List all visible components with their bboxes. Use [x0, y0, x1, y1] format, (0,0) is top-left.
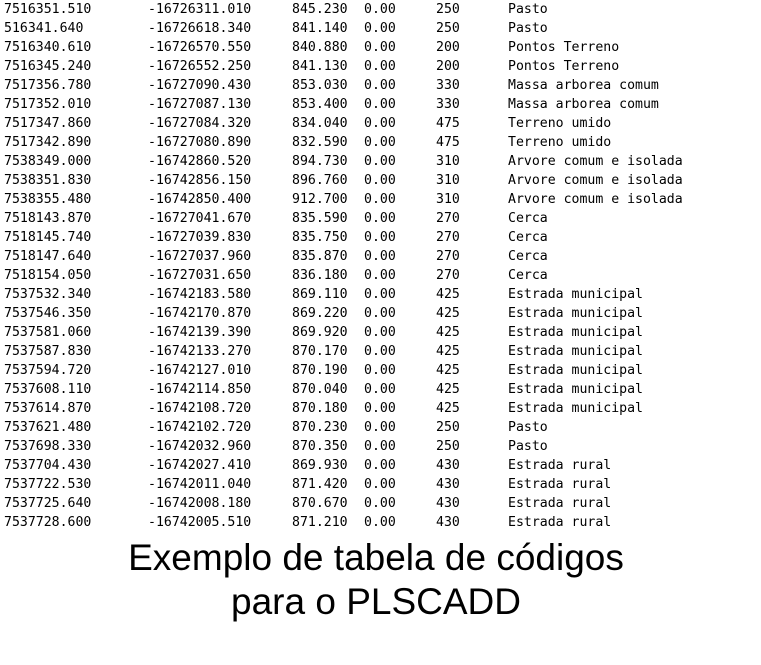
- description-cell: Arvore comum e isolada: [508, 173, 683, 188]
- offset-cell: 0.00: [364, 154, 396, 169]
- northing-cell: -16727037.960: [148, 249, 252, 264]
- code-cell: 475: [436, 135, 460, 150]
- easting-cell: 7537581.060: [4, 325, 92, 340]
- elevation-cell: 870.180: [292, 401, 348, 416]
- offset-cell: 0.00: [364, 477, 396, 492]
- offset-cell: 0.00: [364, 325, 396, 340]
- table-row: [0, 437, 548, 456]
- easting-cell: 7518143.870: [4, 211, 92, 226]
- elevation-cell: 869.920: [292, 325, 348, 340]
- elevation-cell: 896.760: [292, 173, 348, 188]
- offset-cell: 0.00: [364, 458, 396, 473]
- elevation-cell: 841.130: [292, 59, 348, 74]
- northing-cell: -16742860.520: [148, 154, 252, 169]
- description-cell: Cerca: [508, 249, 548, 264]
- northing-cell: -16727041.670: [148, 211, 252, 226]
- table-row: [0, 247, 548, 266]
- elevation-cell: 870.230: [292, 420, 348, 435]
- code-cell: 270: [436, 230, 460, 245]
- code-cell: 270: [436, 249, 460, 264]
- code-cell: 430: [436, 477, 460, 492]
- code-cell: 200: [436, 59, 460, 74]
- description-cell: Pontos Terreno: [508, 40, 620, 55]
- easting-cell: 7537704.430: [4, 458, 92, 473]
- description-cell: Estrada municipal: [508, 363, 643, 378]
- northing-cell: -16727087.130: [148, 97, 252, 112]
- description-cell: Cerca: [508, 211, 548, 226]
- description-cell: Estrada municipal: [508, 325, 643, 340]
- table-row: [0, 266, 548, 285]
- northing-cell: -16742102.720: [148, 420, 252, 435]
- table-row: [0, 418, 548, 437]
- code-cell: 200: [436, 40, 460, 55]
- offset-cell: 0.00: [364, 97, 396, 112]
- description-cell: Terreno umido: [508, 135, 612, 150]
- offset-cell: 0.00: [364, 249, 396, 264]
- offset-cell: 0.00: [364, 515, 396, 530]
- code-cell: 330: [436, 97, 460, 112]
- northing-cell: -16742183.580: [148, 287, 252, 302]
- description-cell: Pontos Terreno: [508, 59, 620, 74]
- description-cell: Massa arborea comum: [508, 97, 659, 112]
- easting-cell: 7517342.890: [4, 135, 92, 150]
- northing-cell: -16742856.150: [148, 173, 252, 188]
- offset-cell: 0.00: [364, 268, 396, 283]
- elevation-cell: 840.880: [292, 40, 348, 55]
- offset-cell: 0.00: [364, 420, 396, 435]
- table-row: [0, 38, 620, 57]
- northing-cell: -16727090.430: [148, 78, 252, 93]
- description-cell: Estrada rural: [508, 496, 612, 511]
- table-row: [0, 133, 612, 152]
- elevation-cell: 870.190: [292, 363, 348, 378]
- easting-cell: 7537621.480: [4, 420, 92, 435]
- easting-cell: 7537728.600: [4, 515, 92, 530]
- easting-cell: 7516340.610: [4, 40, 92, 55]
- code-cell: 425: [436, 382, 460, 397]
- offset-cell: 0.00: [364, 401, 396, 416]
- elevation-cell: 894.730: [292, 154, 348, 169]
- northing-cell: -16726311.010: [148, 2, 252, 17]
- northing-cell: -16742005.510: [148, 515, 252, 530]
- description-cell: Estrada municipal: [508, 306, 643, 321]
- description-cell: Pasto: [508, 420, 548, 435]
- code-cell: 330: [436, 78, 460, 93]
- code-cell: 425: [436, 306, 460, 321]
- offset-cell: 0.00: [364, 230, 396, 245]
- offset-cell: 0.00: [364, 40, 396, 55]
- offset-cell: 0.00: [364, 439, 396, 454]
- code-cell: 250: [436, 420, 460, 435]
- description-cell: Estrada rural: [508, 458, 612, 473]
- northing-cell: -16727031.650: [148, 268, 252, 283]
- easting-cell: 7538355.480: [4, 192, 92, 207]
- elevation-cell: 853.030: [292, 78, 348, 93]
- northing-cell: -16727039.830: [148, 230, 252, 245]
- easting-cell: 7537608.110: [4, 382, 92, 397]
- elevation-cell: 845.230: [292, 2, 348, 17]
- easting-cell: 7537614.870: [4, 401, 92, 416]
- easting-cell: 7537587.830: [4, 344, 92, 359]
- table-row: [0, 475, 612, 494]
- offset-cell: 0.00: [364, 173, 396, 188]
- offset-cell: 0.00: [364, 382, 396, 397]
- table-row: [0, 494, 612, 513]
- offset-cell: 0.00: [364, 496, 396, 511]
- code-cell: 270: [436, 268, 460, 283]
- elevation-cell: 832.590: [292, 135, 348, 150]
- northing-cell: -16742850.400: [148, 192, 252, 207]
- table-row: [0, 456, 612, 475]
- easting-cell: 7537698.330: [4, 439, 92, 454]
- northing-cell: -16742011.040: [148, 477, 252, 492]
- northing-cell: -16742170.870: [148, 306, 252, 321]
- northing-cell: -16742139.390: [148, 325, 252, 340]
- caption-line-1: Exemplo de tabela de códigos: [128, 537, 624, 578]
- table-row: [0, 513, 612, 532]
- elevation-cell: 871.420: [292, 477, 348, 492]
- caption-line-2: para o PLSCADD: [231, 581, 521, 622]
- description-cell: Cerca: [508, 230, 548, 245]
- northing-cell: -16742114.850: [148, 382, 252, 397]
- elevation-cell: 841.140: [292, 21, 348, 36]
- elevation-cell: 870.350: [292, 439, 348, 454]
- easting-cell: 7537722.530: [4, 477, 92, 492]
- elevation-cell: 870.040: [292, 382, 348, 397]
- offset-cell: 0.00: [364, 306, 396, 321]
- description-cell: Terreno umido: [508, 116, 612, 131]
- description-cell: Estrada municipal: [508, 401, 643, 416]
- offset-cell: 0.00: [364, 363, 396, 378]
- northing-cell: -16727084.320: [148, 116, 252, 131]
- table-row: [0, 152, 683, 171]
- code-cell: 425: [436, 287, 460, 302]
- elevation-cell: 912.700: [292, 192, 348, 207]
- table-row: [0, 228, 548, 247]
- table-row: [0, 380, 643, 399]
- easting-cell: 7537546.350: [4, 306, 92, 321]
- code-cell: 310: [436, 154, 460, 169]
- easting-cell: 7538351.830: [4, 173, 92, 188]
- offset-cell: 0.00: [364, 192, 396, 207]
- elevation-cell: 869.110: [292, 287, 348, 302]
- table-row: [0, 304, 643, 323]
- description-cell: Estrada rural: [508, 515, 612, 530]
- easting-cell: 7517356.780: [4, 78, 92, 93]
- offset-cell: 0.00: [364, 287, 396, 302]
- elevation-cell: 869.930: [292, 458, 348, 473]
- easting-cell: 7537725.640: [4, 496, 92, 511]
- elevation-cell: 834.040: [292, 116, 348, 131]
- table-row: [0, 171, 683, 190]
- easting-cell: 7517352.010: [4, 97, 92, 112]
- code-cell: 250: [436, 21, 460, 36]
- table-row: [0, 76, 659, 95]
- description-cell: Massa arborea comum: [508, 78, 659, 93]
- table-row: [0, 209, 548, 228]
- elevation-cell: 835.590: [292, 211, 348, 226]
- elevation-cell: 835.870: [292, 249, 348, 264]
- easting-cell: 7518145.740: [4, 230, 92, 245]
- elevation-cell: 870.670: [292, 496, 348, 511]
- description-cell: Estrada rural: [508, 477, 612, 492]
- table-row: [0, 0, 548, 19]
- table-row: [0, 361, 643, 380]
- table-row: [0, 285, 643, 304]
- table-row: [0, 57, 620, 76]
- table-row: [0, 95, 659, 114]
- description-cell: Pasto: [508, 2, 548, 17]
- description-cell: Pasto: [508, 21, 548, 36]
- offset-cell: 0.00: [364, 2, 396, 17]
- elevation-cell: 869.220: [292, 306, 348, 321]
- code-cell: 310: [436, 173, 460, 188]
- description-cell: Cerca: [508, 268, 548, 283]
- code-cell: 430: [436, 496, 460, 511]
- northing-cell: -16742127.010: [148, 363, 252, 378]
- northing-cell: -16742032.960: [148, 439, 252, 454]
- offset-cell: 0.00: [364, 21, 396, 36]
- elevation-cell: 871.210: [292, 515, 348, 530]
- northing-cell: -16727080.890: [148, 135, 252, 150]
- easting-cell: 7518154.050: [4, 268, 92, 283]
- offset-cell: 0.00: [364, 135, 396, 150]
- table-row: [0, 19, 548, 38]
- code-cell: 425: [436, 325, 460, 340]
- easting-cell: 7516345.240: [4, 59, 92, 74]
- description-cell: Estrada municipal: [508, 344, 643, 359]
- code-cell: 270: [436, 211, 460, 226]
- code-cell: 475: [436, 116, 460, 131]
- easting-cell: 516341.640: [4, 21, 84, 36]
- elevation-cell: 870.170: [292, 344, 348, 359]
- offset-cell: 0.00: [364, 344, 396, 359]
- code-cell: 425: [436, 363, 460, 378]
- description-cell: Estrada municipal: [508, 382, 643, 397]
- northing-cell: -16742133.270: [148, 344, 252, 359]
- description-cell: Estrada municipal: [508, 287, 643, 302]
- easting-cell: 7538349.000: [4, 154, 92, 169]
- easting-cell: 7516351.510: [4, 2, 92, 17]
- table-row: [0, 399, 643, 418]
- northing-cell: -16742108.720: [148, 401, 252, 416]
- table-row: [0, 114, 612, 133]
- elevation-cell: 835.750: [292, 230, 348, 245]
- offset-cell: 0.00: [364, 59, 396, 74]
- code-cell: 430: [436, 515, 460, 530]
- easting-cell: 7518147.640: [4, 249, 92, 264]
- table-row: [0, 323, 643, 342]
- code-cell: 250: [436, 439, 460, 454]
- northing-cell: -16742027.410: [148, 458, 252, 473]
- elevation-cell: 836.180: [292, 268, 348, 283]
- northing-cell: -16726570.550: [148, 40, 252, 55]
- caption: [0, 536, 752, 624]
- offset-cell: 0.00: [364, 116, 396, 131]
- description-cell: Arvore comum e isolada: [508, 192, 683, 207]
- elevation-cell: 853.400: [292, 97, 348, 112]
- northing-cell: -16742008.180: [148, 496, 252, 511]
- table-row: [0, 342, 643, 361]
- table-row: [0, 190, 683, 209]
- code-cell: 425: [436, 344, 460, 359]
- description-cell: Arvore comum e isolada: [508, 154, 683, 169]
- northing-cell: -16726552.250: [148, 59, 252, 74]
- easting-cell: 7537594.720: [4, 363, 92, 378]
- offset-cell: 0.00: [364, 211, 396, 226]
- code-cell: 425: [436, 401, 460, 416]
- easting-cell: 7517347.860: [4, 116, 92, 131]
- description-cell: Pasto: [508, 439, 548, 454]
- code-cell: 250: [436, 2, 460, 17]
- code-cell: 430: [436, 458, 460, 473]
- easting-cell: 7537532.340: [4, 287, 92, 302]
- northing-cell: -16726618.340: [148, 21, 252, 36]
- code-cell: 310: [436, 192, 460, 207]
- offset-cell: 0.00: [364, 78, 396, 93]
